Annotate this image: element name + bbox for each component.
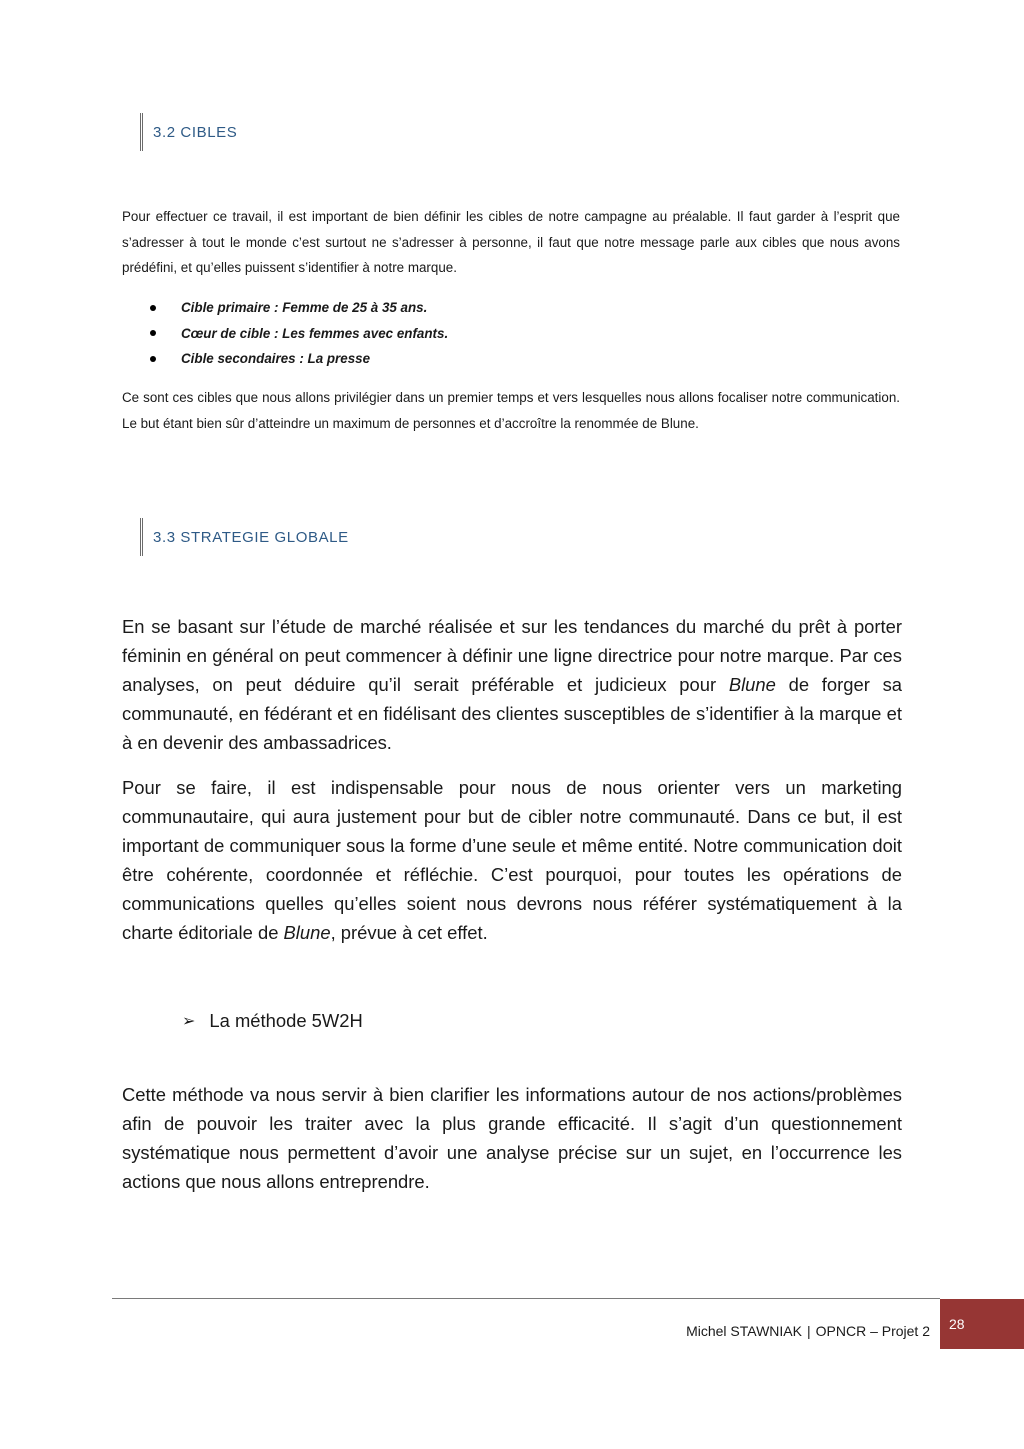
- method-label: La méthode 5W2H: [209, 1010, 363, 1031]
- page-number: 28: [949, 1316, 965, 1332]
- brand-name: Blune: [728, 674, 776, 695]
- method-paragraph: Cette méthode va nous servir à bien clarifier les informations autour de nos actions/problèmes afin de pouvoir les traiter avec la plus grande efficacité. Il s’agit d’un questionnement systématique nous permettent d’avoir une analyse précise sur un sujet, en l’occurrence les actions que nous allons entreprendre.: [122, 1084, 902, 1192]
- text-run: de forger sa communauté, en fédérant et en fidélisant des clientes susceptibles de s’identifier à la marque et à en devenir des ambassadrices.: [122, 674, 902, 753]
- strategie-paragraph-2: [122, 773, 902, 947]
- section-heading-cibles: [140, 113, 237, 151]
- section-title: 3.3 STRATEGIE GLOBALE: [153, 528, 349, 546]
- footer-project: OPNCR – Projet 2: [815, 1323, 930, 1339]
- text-run: En se basant sur l’étude de marché réalisée et sur les tendances du marché du prêt à porter féminin en général on peut commencer à définir une ligne directrice pour notre marque. Par ces analyses, on peut déduire qu’il serait préférable et judicieux pour: [122, 616, 902, 695]
- method-5w2h-item: [182, 1010, 363, 1032]
- bullet-icon: [150, 330, 156, 336]
- footer-author: Michel STAWNIAK: [686, 1323, 802, 1339]
- section-heading-strategie: [140, 518, 349, 556]
- cibles-conclusion-paragraph: Ce sont ces cibles que nous allons privilégier dans un premier temps et vers lesquelles nous allons focaliser notre communication. Le but étant bien sûr d’atteindre un maximum de personnes et d’accroître la renommée de Blune.: [122, 390, 900, 431]
- bullet-icon: [150, 356, 156, 362]
- target-primary: Cible primaire : Femme de 25 à 35 ans.: [181, 300, 428, 316]
- footer-separator: |: [806, 1323, 811, 1339]
- target-core: Cœur de cible : Les femmes avec enfants.: [181, 325, 449, 341]
- page-number-badge: [940, 1299, 1024, 1349]
- list-item: [150, 346, 448, 372]
- footer-divider: [112, 1298, 940, 1299]
- arrowhead-bullet-icon: ➢: [182, 1013, 196, 1030]
- targets-list: [150, 295, 448, 372]
- cibles-intro-paragraph: Pour effectuer ce travail, il est important de bien définir les cibles de notre campagne au préalable. Il faut garder à l’esprit que s’adresser à tout le monde c’est surtout ne s’adresser à personne, il faut que notre message parle aux cibles que nous avons prédéfini, et qu’elles puissent s’identifier à notre marque.: [122, 209, 900, 275]
- text-run: , prévue à cet effet.: [330, 922, 488, 943]
- footer-info: [686, 1323, 930, 1339]
- list-item: [150, 295, 448, 321]
- section-title: 3.2 CIBLES: [153, 123, 238, 141]
- strategie-paragraph-1: [122, 612, 902, 757]
- bullet-icon: [150, 305, 156, 311]
- target-secondary: Cible secondaires : La presse: [181, 351, 371, 367]
- list-item: [150, 321, 448, 347]
- brand-name: Blune: [283, 922, 331, 943]
- text-run: Pour se faire, il est indispensable pour nous de nous orienter vers un marketing communautaire, qui aura justement pour but de cibler notre communauté. Dans ce but, il est important de communiquer sous la forme d’une seule et même entité. Notre communication doit être cohérente, coordonnée et réfléchie. C’est pourquoi, pour toutes les opérations de communications quelles qu’elles soient nous devrons nous référer systématiquement à la charte éditoriale de: [122, 777, 902, 943]
